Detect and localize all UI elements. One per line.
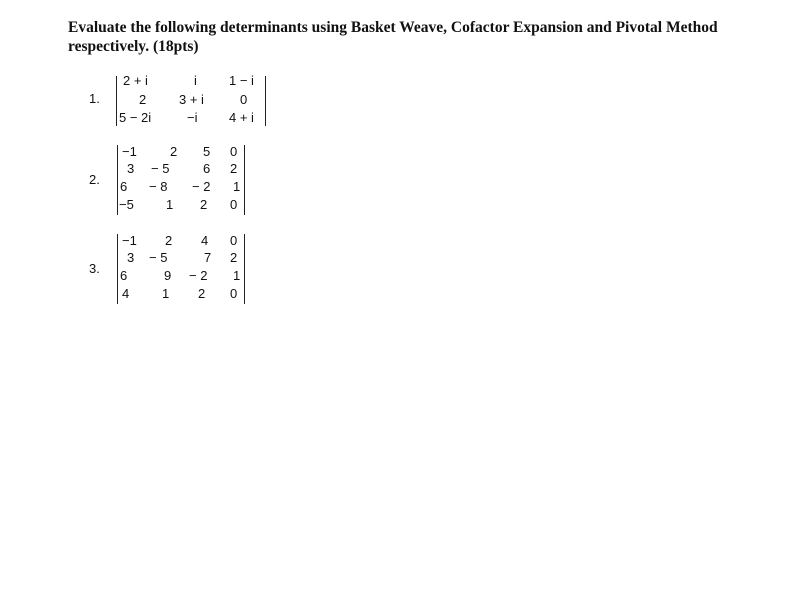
matrix-cell: 0 xyxy=(240,92,248,107)
matrix-cell: −i xyxy=(187,110,198,125)
matrix-cell: − 8 xyxy=(149,179,168,194)
matrix-cell: 3 xyxy=(127,250,135,265)
matrix-cell: 1 xyxy=(233,268,241,283)
matrix-cell: − 5 xyxy=(151,161,170,176)
matrix-cell: 6 xyxy=(120,268,128,283)
matrix-cell: 5 − 2i xyxy=(119,110,152,125)
matrix-cell: 1 xyxy=(233,179,241,194)
matrix-cell: 0 xyxy=(230,197,238,212)
matrix-cell: 0 xyxy=(230,233,238,248)
matrix-cell: − 5 xyxy=(149,250,168,265)
matrix-cell: 4 + i xyxy=(229,110,254,125)
matrix-cell: 4 xyxy=(201,233,209,248)
matrix-cell: 2 xyxy=(200,197,208,212)
matrix-cell: i xyxy=(194,73,197,88)
matrix-cell: 7 xyxy=(204,250,212,265)
matrix-cell: −5 xyxy=(119,197,134,212)
matrix-cell: 9 xyxy=(164,268,172,283)
matrix-cell: 2 xyxy=(198,286,206,301)
problem-3-determinant xyxy=(117,234,245,304)
matrix-cell: 3 + i xyxy=(179,92,204,107)
matrix-cell: 1 − i xyxy=(229,73,254,88)
matrix-cell: 6 xyxy=(120,179,128,194)
matrix-cell: 2 xyxy=(230,250,238,265)
assignment-title: Evaluate the following determinants using Basket Weave, Cofactor Expansion and Pivotal Method respectively. (18pts) xyxy=(68,19,718,55)
problem-1-determinant xyxy=(116,73,266,126)
matrix-cell: 2 xyxy=(139,92,147,107)
problem-2-number: 2. xyxy=(89,172,100,187)
problem-3-number: 3. xyxy=(89,261,100,276)
problem-2-determinant xyxy=(117,145,245,215)
matrix-cell: 2 xyxy=(170,144,178,159)
matrix-cell: − 2 xyxy=(189,268,208,283)
matrix-cell: −1 xyxy=(122,144,137,159)
matrix-cell: 1 xyxy=(166,197,174,212)
matrix-cell: 2 xyxy=(165,233,173,248)
matrix-cell: 4 xyxy=(122,286,130,301)
matrix-cell: 6 xyxy=(203,161,211,176)
problem-1-number: 1. xyxy=(89,91,100,106)
matrix-cell: 2 + i xyxy=(123,73,148,88)
matrix-cell: − 2 xyxy=(192,179,211,194)
matrix-cell: 0 xyxy=(230,144,238,159)
matrix-cell: 3 xyxy=(127,161,135,176)
matrix-cell: 1 xyxy=(162,286,170,301)
matrix-cell: 5 xyxy=(203,144,211,159)
matrix-cell: −1 xyxy=(122,233,137,248)
matrix-cell: 0 xyxy=(230,286,238,301)
matrix-cell: 2 xyxy=(230,161,238,176)
